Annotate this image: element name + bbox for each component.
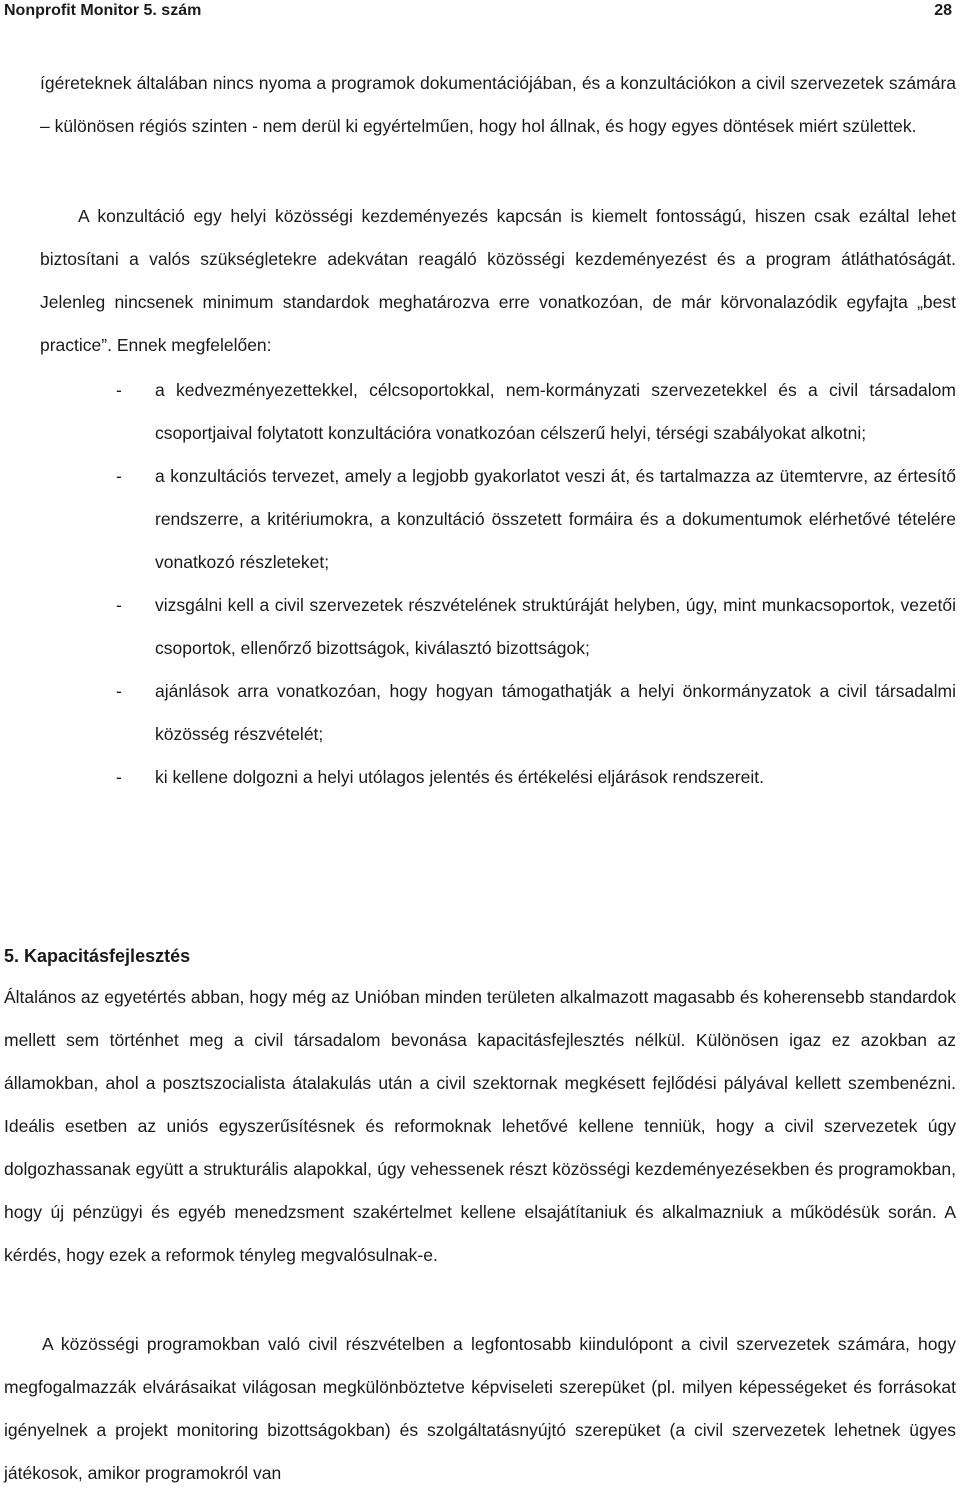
paragraph-continuation: ígéreteknek általában nincs nyoma a programok dokumentációjában, és a konzultációkon a civil szervezetek számára – különösen régiós szinten - nem derül ki egyértelműen, hogy hol állnak, és hogy egyes döntések miért születtek.	[40, 73, 956, 136]
list-item	[0, 584, 960, 670]
list-item	[0, 670, 960, 756]
list-item	[0, 369, 960, 455]
recommendation-list	[0, 369, 960, 799]
list-dash: -	[116, 380, 122, 400]
paragraph-capacity: Általános az egyetértés abban, hogy még az Unióban minden területen alkalmazott magasabb és koherensebb standardok mellett sem történhet meg a civil társadalom bevonása kapacitásfejlesztés nélkül. Különösen igaz ez azokban az államokban, ahol a posztszocialista átalakulás után a civil szektornak megkésett fejlődési pályával kellett szembenézni. Ideális esetben az uniós egyszerűsítésnek és reformoknak lehetővé kellene tenniük, hogy a civil szervezetek úgy dolgozhassanak együtt a strukturális alapokkal, úgy vehessenek részt közösségi kezdeményezésekben és programokban, hogy új pénzügyi és egyéb menedzsment szakértelmet kellene elsajátítaniuk és alkalmazniuk a működésük során. A kérdés, hogy ezek a reformok tényleg megvalósulnak-e.	[4, 987, 956, 1265]
list-item	[0, 756, 960, 799]
section-heading: 5. Kapacitásfejlesztés	[4, 946, 191, 966]
list-dash: -	[116, 767, 122, 787]
list-dash: -	[116, 466, 122, 486]
paragraph-consultation: A konzultáció egy helyi közösségi kezdeményezés kapcsán is kiemelt fontosságú, hiszen csak ezáltal lehet biztosítani a valós szükségletekre adekvátan reagáló közösségi kezdeményezést és a program átláthatóságát. Jelenleg nincsenek minimum standardok meghatározva erre vonatkozóan, de már körvonalazódik egyfajta „best practice”. Ennek megfelelően:	[40, 206, 956, 355]
list-item-text: vizsgálni kell a civil szervezetek részvételének struktúráját helyben, úgy, mint munkacsoportok, vezetői csoportok, ellenőrző bizottságok, kiválasztó bizottságok;	[155, 595, 956, 658]
publication-title: Nonprofit Monitor 5. szám	[4, 2, 202, 19]
list-item	[0, 455, 960, 584]
list-item-text: ajánlások arra vonatkozóan, hogy hogyan támogathatják a helyi önkormányzatok a civil társadalmi közösség részvételét;	[155, 681, 956, 744]
list-dash: -	[116, 595, 122, 615]
page-header	[0, 0, 960, 30]
list-item-text: ki kellene dolgozni a helyi utólagos jelentés és értékelési eljárások rendszereit.	[155, 767, 764, 787]
list-item-text: a konzultációs tervezet, amely a legjobb gyakorlatot veszi át, és tartalmazza az ütemtervre, az értesítő rendszerre, a kritériumokra, a konzultáció összetett formáira és a dokumentumok elérhetővé tételére vonatkozó részleteket;	[155, 466, 956, 572]
page-number: 28	[934, 2, 952, 19]
paragraph-civil-participation: A közösségi programokban való civil részvételben a legfontosabb kiindulópont a civil szervezetek számára, hogy megfogalmazzák elvárásaikat világosan megkülönböztetve képviseleti szerepüket (pl. milyen képességeket és forrásokat igényelnek a projekt monitoring bizottságokban) és szolgáltatásnyújtó szerepüket (a civil szervezetek lehetnek ügyes játékosok, amikor programokról van	[4, 1334, 956, 1483]
list-dash: -	[116, 681, 122, 701]
list-item-text: a kedvezményezettekkel, célcsoportokkal, nem-kormányzati szervezetekkel és a civil társadalom csoportjaival folytatott konzultációra vonatkozóan célszerű helyi, térségi szabályokat alkotni;	[155, 380, 956, 443]
